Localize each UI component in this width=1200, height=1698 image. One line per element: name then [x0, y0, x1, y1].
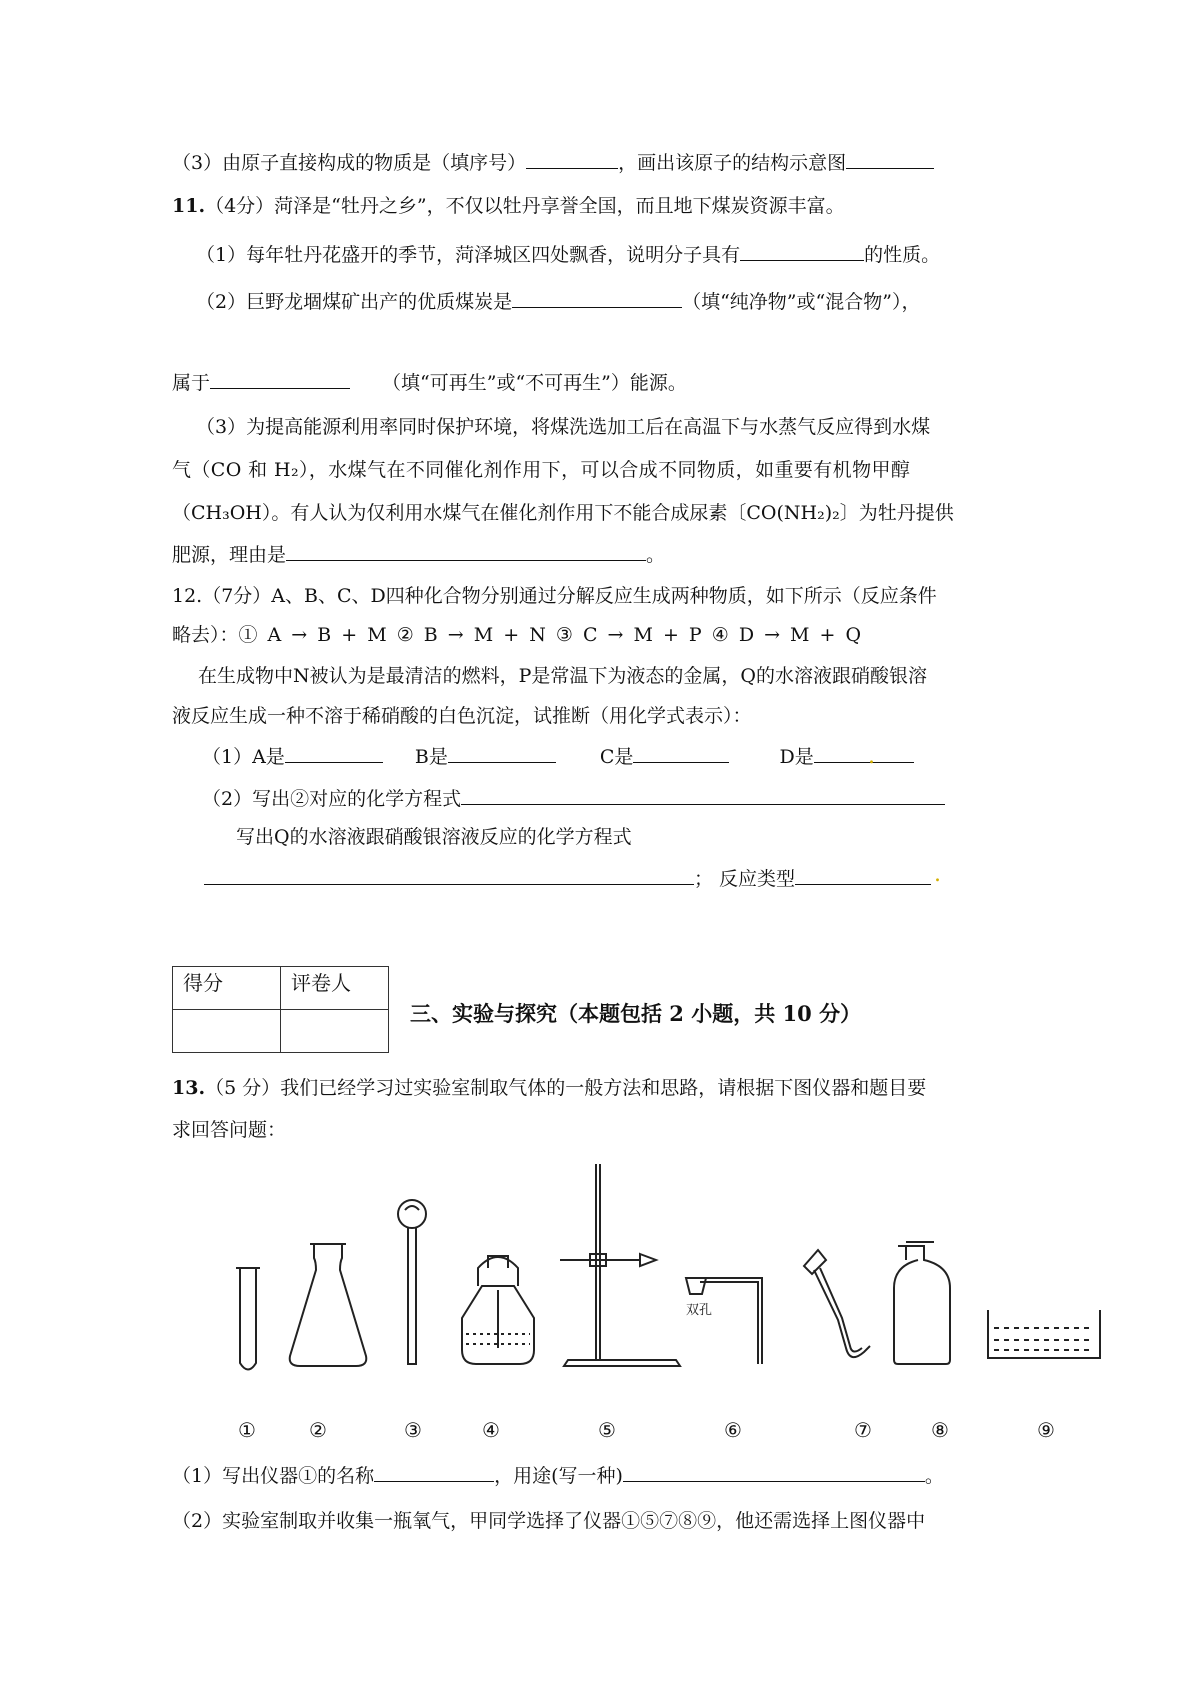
- q12-line2: 略去）：① A → B + M ② B → M + N ③ C → M + P ④ D → M + Q: [172, 624, 862, 646]
- score-header: 得分: [173, 967, 281, 1010]
- water-trough-icon: [988, 1310, 1100, 1358]
- apparatus-number: ⑦: [854, 1418, 872, 1442]
- stopper-tube-icon: [686, 1278, 762, 1364]
- bent-tube-icon: [804, 1250, 870, 1357]
- q10-part3-text: （3）由原子直接构成的物质是（填序号）: [172, 152, 527, 174]
- q12-part2c: [204, 864, 931, 892]
- q11-header-text: （4分）菏泽是“牡丹之乡”，不仅以牡丹享誉全国，而且地下煤炭资源丰富。: [205, 195, 845, 217]
- answer-blank[interactable]: [285, 742, 383, 763]
- q11-part1-tail: 的性质。: [864, 244, 941, 266]
- stray-dot: .: [934, 862, 941, 887]
- q11-part1-text: （1）每年牡丹花盛开的季节，菏泽城区四处飘香，说明分子具有: [196, 244, 741, 266]
- q13-line2: 求回答问题：: [172, 1119, 287, 1141]
- answer-blank[interactable]: [846, 148, 934, 169]
- q11-part1: [196, 240, 940, 268]
- q13-part1-text: （1）写出仪器①的名称: [172, 1465, 375, 1487]
- q12-part2b: 写出Q的水溶液跟硝酸银溶液反应的化学方程式: [236, 826, 632, 848]
- q11-part3-line4: [172, 540, 665, 568]
- apparatus-number: ②: [309, 1418, 327, 1442]
- q12-b-label: B是: [414, 746, 448, 768]
- answer-blank[interactable]: [204, 864, 694, 885]
- gas-bottle-icon: [894, 1242, 950, 1364]
- answer-blank[interactable]: [461, 784, 945, 805]
- q13-part1-use: ，用途(写一种): [494, 1465, 623, 1487]
- answer-blank[interactable]: [740, 240, 864, 261]
- answer-blank[interactable]: [448, 742, 556, 763]
- q11-part2: [196, 287, 920, 315]
- q11-reason-label: 肥源，理由是: [172, 544, 287, 566]
- answer-blank[interactable]: [286, 540, 646, 561]
- q10-part3: [172, 148, 934, 176]
- q11-header: [172, 193, 845, 219]
- section-title: 三、实验与探究（本题包括 2 小题，共 10 分）: [410, 1001, 862, 1026]
- q12-line3: 在生成物中N被认为是最清洁的燃料，P是常温下为液态的金属，Q的水溶液跟硝酸银溶: [198, 665, 927, 687]
- q11-part2-belong: 属于: [172, 372, 211, 394]
- stray-dot: .: [868, 744, 875, 769]
- q12-d-label: D是: [779, 746, 814, 768]
- answer-blank[interactable]: [512, 287, 682, 308]
- q10-part3-mid: ，画出该原子的结构示意图: [618, 152, 847, 174]
- alcohol-lamp-icon: [462, 1256, 534, 1364]
- answer-blank[interactable]: [526, 148, 618, 169]
- q13-line1-text: （5 分）我们已经学习过实验室制取气体的一般方法和思路，请根据下图仪器和题目要: [205, 1077, 927, 1099]
- q11-part3-line1: （3）为提高能源利用率同时保护环境，将煤洗选加工后在高温下与水蒸气反应得到水煤: [196, 416, 931, 438]
- answer-blank[interactable]: [814, 742, 914, 763]
- q11-part2-cont: [172, 368, 687, 396]
- question-number: 13.: [172, 1077, 206, 1099]
- score-table: [172, 966, 389, 1053]
- answer-blank[interactable]: [623, 1461, 925, 1482]
- q13-part2: （2）实验室制取并收集一瓶氧气，甲同学选择了仪器①⑤⑦⑧⑨，他还需选择上图仪器中: [172, 1510, 926, 1532]
- q12-c-label: C是: [599, 746, 634, 768]
- apparatus-number: ⑤: [598, 1418, 616, 1442]
- period: 。: [924, 1465, 944, 1487]
- apparatus-figure: [0, 1150, 1200, 1410]
- apparatus-number: ④: [482, 1418, 500, 1442]
- test-tube-icon: [236, 1268, 260, 1370]
- apparatus-number: ①: [238, 1418, 256, 1442]
- q11-part2-energy: （填“可再生”或“不可再生”）能源。: [382, 372, 687, 394]
- answer-blank[interactable]: [795, 864, 931, 885]
- q13-line1: [172, 1075, 926, 1101]
- q12-part1: [202, 742, 914, 770]
- apparatus-number: ⑨: [1037, 1418, 1055, 1442]
- grader-header: 评卷人: [281, 967, 389, 1010]
- q11-part2-tail: （填“纯净物”或“混合物”），: [682, 291, 921, 313]
- q12-a-label: （1）A是: [202, 746, 285, 768]
- q12-line4: 液反应生成一种不溶于稀硝酸的白色沉淀，试推断（用化学式表示）：: [172, 705, 752, 727]
- apparatus-number: ⑥: [724, 1418, 742, 1442]
- question-number: 11.: [172, 195, 206, 217]
- q12-part2: [202, 784, 945, 812]
- answer-blank[interactable]: [633, 742, 729, 763]
- q11-part2-text: （2）巨野龙堌煤矿出产的优质煤炭是: [196, 291, 513, 313]
- grader-cell[interactable]: [281, 1010, 389, 1053]
- q12-line1: 12.（7分）A、B、C、D四种化合物分别通过分解反应生成两种物质，如下所示（反应条件: [172, 585, 937, 607]
- period: 。: [646, 544, 666, 566]
- score-cell[interactable]: [173, 1010, 281, 1053]
- apparatus-number: ⑧: [931, 1418, 949, 1442]
- iron-stand-icon: [560, 1164, 680, 1366]
- stopper-label: 双孔: [686, 1303, 713, 1318]
- answer-blank[interactable]: [210, 368, 350, 389]
- q11-part3-line2: 气（CO 和 H₂），水煤气在不同催化剂作用下，可以合成不同物质，如重要有机物甲醇: [172, 459, 911, 481]
- q12-part2-text: （2）写出②对应的化学方程式: [202, 788, 462, 810]
- conical-flask-icon: [290, 1244, 367, 1366]
- q12-reaction-type-label: ； 反应类型: [694, 868, 796, 890]
- answer-blank[interactable]: [374, 1461, 494, 1482]
- q13-part1: [172, 1461, 944, 1489]
- apparatus-number: ③: [404, 1418, 422, 1442]
- q11-part3-line3: （CH₃OH）。有人认为仅利用水煤气在催化剂作用下不能合成尿素〔CO(NH₂)₂〕为牡丹提供: [172, 502, 954, 524]
- long-neck-funnel-icon: [398, 1200, 426, 1364]
